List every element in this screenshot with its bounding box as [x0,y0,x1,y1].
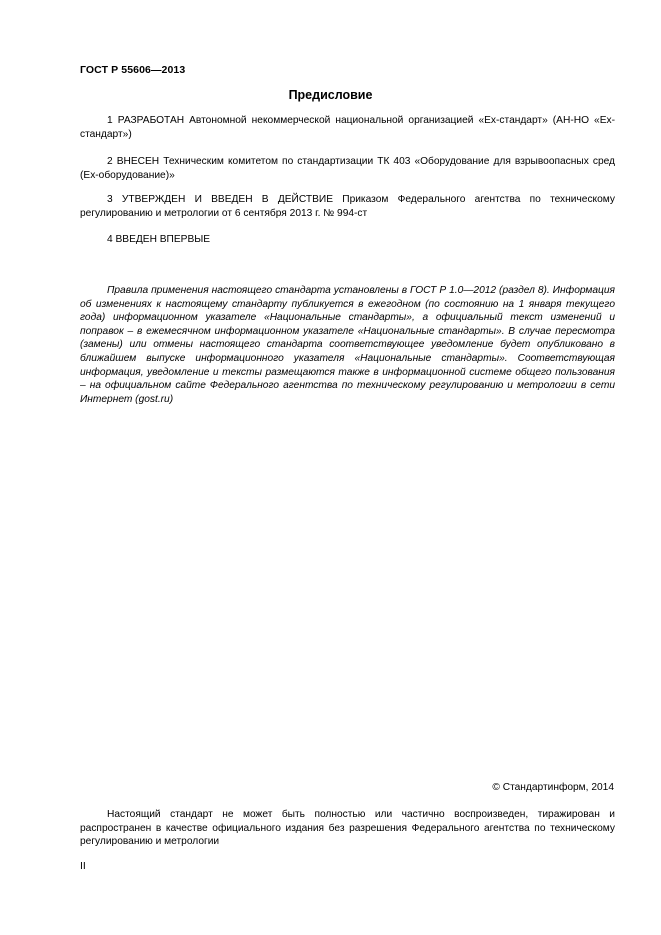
application-rules-notice: Правила применения настоящего стандарта установлены в ГОСТ Р 1.0—2012 (раздел 8). Информация об изменениях к настоящему стандарту публикуется в ежегодном (по состоянию на 1 января текущего года) информационном указателе «Национальные стандарты», а официальный текст изменений и поправок – в ежемесячном информационном указателе «Национальные стандарты». В случае пересмотра (замены) или отмены настоящего стандарта соответствующее уведомление будет опубликовано в ближайшем выпуске информационного указателя «Национальные стандарты». Соответствующая информация, уведомление и тексты размещаются также в информационной системе общего пользования – на официальном сайте Федерального агентства по техническому регулированию и метрологии в сети Интернет (gost.ru) [80,285,615,405]
foreword-item-developed: 1 РАЗРАБОТАН Автономной некоммерческой национальной организацией «Ех-стандарт» (АН-НО «Ех-стандарт») [80,115,615,140]
reproduction-rights-notice: Настоящий стандарт не может быть полностью или частично воспроизведен, тиражирован и распространен в качестве официального издания без разрешения Федерального агентства по техническому регулированию и метрологии [80,809,615,848]
foreword-item-first-introduced: 4 ВВЕДЕН ВПЕРВЫЕ [107,234,211,245]
page-number: II [80,860,86,872]
copyright-line: © Стандартинформ, 2014 [492,782,614,793]
standard-code-header: ГОСТ Р 55606—2013 [80,64,186,76]
foreword-item-approved: 3 УТВЕРЖДЕН И ВВЕДЕН В ДЕЙСТВИЕ Приказом Федерального агентства по техническому регулированию и метрологии от 6 сентября 2013 г. № 994-ст [80,194,615,219]
section-title: Предисловие [288,88,373,102]
foreword-item-submitted: 2 ВНЕСЕН Техническим комитетом по стандартизации ТК 403 «Оборудование для взрывоопасных сред (Ех-оборудование)» [80,156,615,181]
